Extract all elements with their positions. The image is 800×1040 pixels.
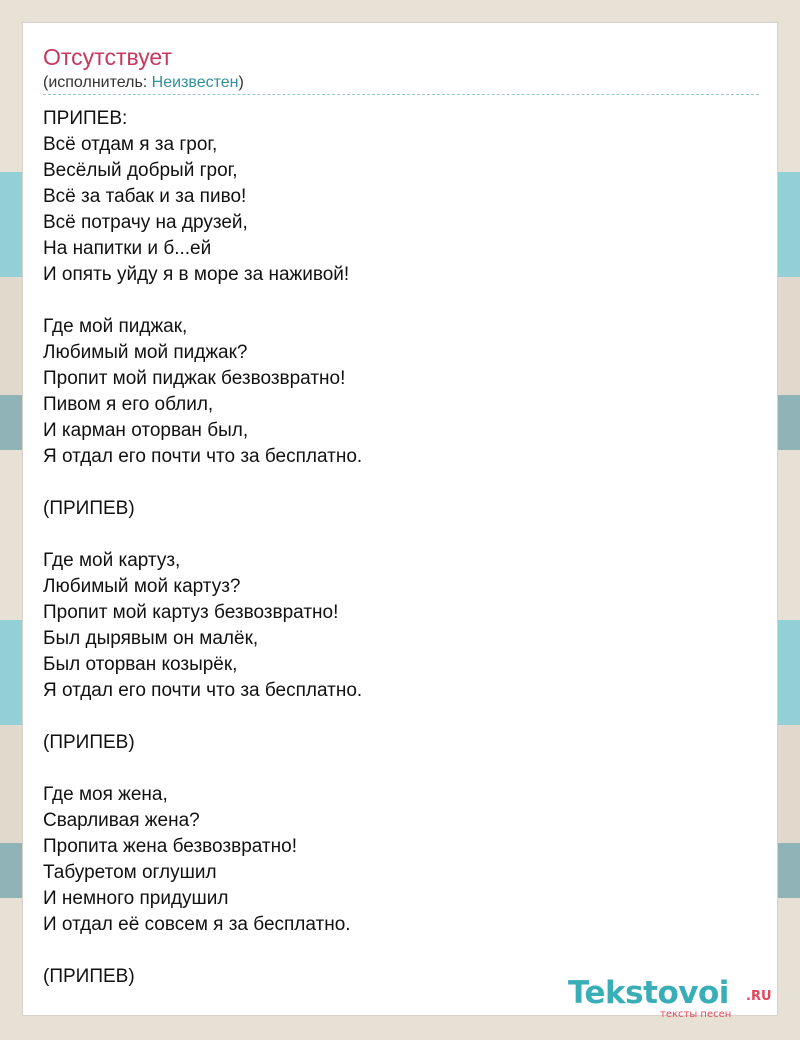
lyrics-card xyxy=(22,22,778,1020)
song-title: Отсутствует xyxy=(43,44,172,70)
logo-tld: .RU xyxy=(746,989,772,1004)
logo-wordmark: Tekstovoi xyxy=(568,975,729,1011)
artist-line xyxy=(43,73,244,93)
artist-link[interactable]: Неизвестен xyxy=(151,74,239,91)
lyrics-text: ПРИПЕВ: Всё отдам я за грог, Весёлый добрый грог, Всё за табак и за пиво! Всё потрачу на друзей, На напитки и б...ей И опять уйду я в море за наживой! Где мой пиджак, Любимый мой пиджак? Пропит мой пиджак безвозвратно! Пивом я его облил, И карман оторван был, Я отдал его почти что за бесплатно. (ПРИПЕВ) Где мой картуз, Любимый мой картуз? Пропит мой картуз безвозвратно! Был дырявым он малёк, Был оторван козырёк, Я отдал его почти что за бесплатно. (ПРИПЕВ) Где моя жена, Сварливая жена? Пропита жена безвозвратно! Табуретом оглушил И немного придушил И отдал её совсем я за бесплатно. (ПРИПЕВ) xyxy=(43,108,363,987)
logo-tagline: тексты песен xyxy=(660,1009,732,1020)
site-logo[interactable] xyxy=(568,975,778,1021)
artist-suffix: ) xyxy=(238,74,244,91)
artist-prefix: (исполнитель: xyxy=(43,74,152,91)
title-divider xyxy=(43,94,759,95)
